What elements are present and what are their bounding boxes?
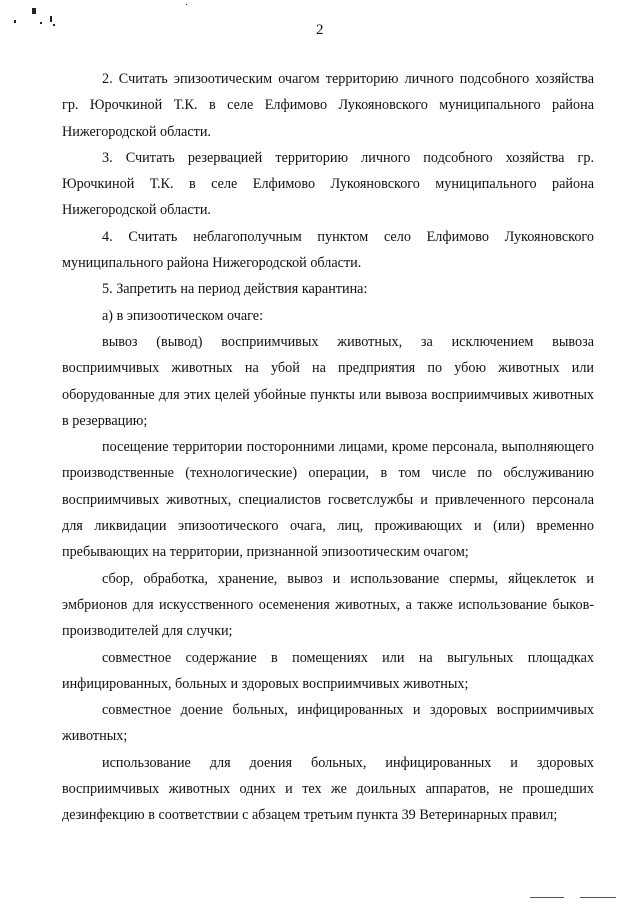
restriction-joint-milking: совместное доение больных, инфицированных и здоровых восприимчивых животных;	[62, 702, 594, 745]
page-number: 2	[316, 22, 324, 38]
restriction-joint-keeping: совместное содержание в помещениях или на выгульных площадках инфицированных, больных и здоровых восприимчивых животных;	[62, 649, 594, 692]
restriction-export: вывоз (вывод) восприимчивых животных, за исключением вывоза восприимчивых животных на убой на предприятия по убою животных или оборудованные для этих целей убойные пункты или вывоза восприимчивых животных в резервацию;	[62, 333, 594, 429]
paragraph-item-3: 3. Считать резервацией территорию личного подсобного хозяйства гр. Юрочкиной Т.К. в селе Елфимово Лукояновского муниципального района Нижегородской области.	[62, 149, 594, 219]
scan-artifact	[186, 4, 187, 5]
paragraph-item-2: 2. Считать эпизоотическим очагом территорию личного подсобного хозяйства гр. Юрочкиной Т.К. в селе Елфимово Лукояновского муниципального района Нижегородской области.	[62, 71, 594, 140]
scan-artifact	[32, 8, 36, 14]
restriction-sperm: сбор, обработка, хранение, вывоз и использование спермы, яйцеклеток и эмбрионов для искусственного осеменения животных, а также использование быков-производителей для случки;	[62, 570, 594, 640]
scan-edge-line	[580, 897, 616, 898]
paragraph-item-5: 5. Запретить на период действия карантина:	[102, 281, 368, 298]
subparagraph-a: а) в эпизоотическом очаге:	[102, 307, 264, 324]
scan-edge-line	[530, 897, 564, 898]
document-body	[62, 66, 594, 829]
restriction-visits: посещение территории посторонними лицами, кроме персонала, выполняющего производственные (технологические) операции, в том числе по обслуживанию восприимчивых животных, специалистов госветслужбы и привлеченного персонала для ликвидации эпизоотического очага, лиц, проживающих и (или) временно пребывающих на территории, признанной эпизоотическим очагом;	[62, 439, 594, 561]
restriction-milking-equipment: использование для доения больных, инфицированных и здоровых восприимчивых животных одних и тех же доильных аппаратов, не прошедших дезинфекцию в соответствии с абзацем третьим пункта 39 Ветеринарных правил;	[62, 754, 594, 824]
paragraph-item-4: 4. Считать неблагополучным пунктом село Елфимово Лукояновского муниципального района Нижегородской области.	[62, 228, 594, 272]
